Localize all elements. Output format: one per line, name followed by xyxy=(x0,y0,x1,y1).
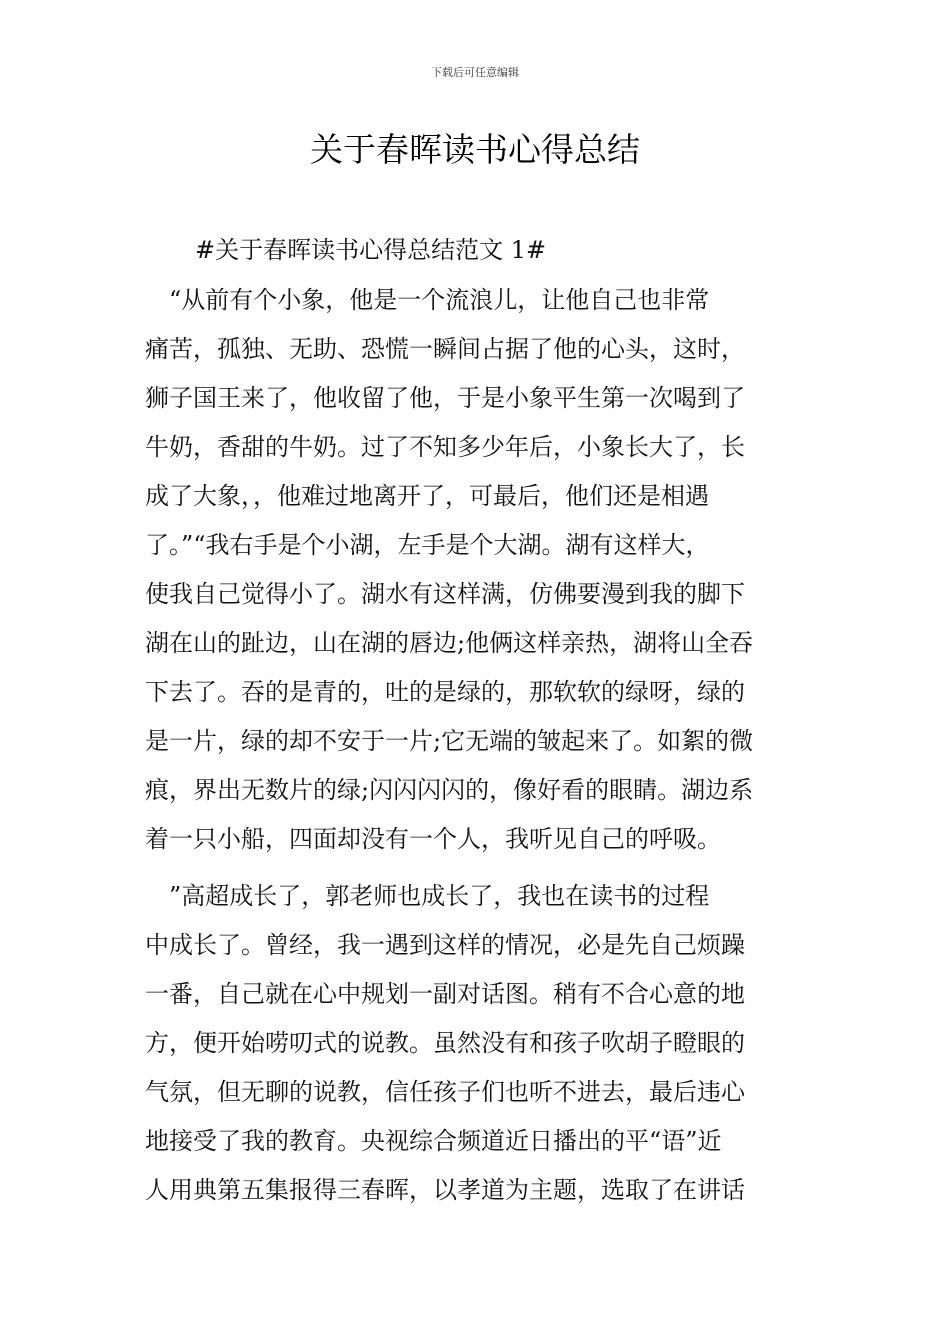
text-line: 湖在山的趾边，山在湖的唇边;他俩这样亲热，湖将山全吞 xyxy=(145,629,754,657)
text-line: 中成长了。曾经，我一遇到这样的情况，必是先自己烦躁 xyxy=(145,931,745,959)
text-line: 痕，界出无数片的绿;闪闪闪闪的，像好看的眼睛。湖边系 xyxy=(145,776,754,804)
text-line: 人用典第五集报得三春晖，以孝道为主题，选取了在讲话 xyxy=(145,1176,745,1204)
text-line: 着一只小船，四面却没有一个人，我听见自己的呼吸。 xyxy=(145,825,721,853)
text-line: 方，便开始唠叨式的说教。虽然没有和孩子吹胡子瞪眼的 xyxy=(145,1029,745,1057)
text-line: 气氛，但无聊的说教，信任孩子们也听不进去，最后违心 xyxy=(145,1078,745,1106)
text-line: 牛奶，香甜的牛奶。过了不知多少年后，小象长大了，长 xyxy=(145,433,745,461)
paragraph-2 xyxy=(145,872,807,1215)
text-line: 地接受了我的教育。央视综合频道近日播出的平“语”近 xyxy=(145,1127,722,1155)
document-title: 关于春晖读书心得总结 xyxy=(310,130,640,169)
text-line: 了。”“我右手是个小湖，左手是个大湖。湖有这样大， xyxy=(145,531,710,559)
text-line: “从前有个小象，他是一个流浪儿，让他自己也非常 xyxy=(145,286,710,314)
text-line: 狮子国王来了，他收留了他，于是小象平生第一次喝到了 xyxy=(145,384,745,412)
text-line: 痛苦，孤独、无助、恐慌一瞬间占据了他的心头，这时， xyxy=(145,335,745,363)
text-line: 一番，自己就在心中规划一副对话图。稍有不合心意的地 xyxy=(145,980,745,1008)
text-line: 下去了。吞的是青的，吐的是绿的，那软软的绿呀，绿的 xyxy=(145,678,745,706)
header-note: 下载后可任意编辑 xyxy=(431,66,519,79)
paragraph-1 xyxy=(145,276,807,864)
section-heading: #关于春晖读书心得总结范文 1# xyxy=(195,236,547,264)
text-line: 是一片，绿的却不安于一片;它无端的皱起来了。如絮的微 xyxy=(145,727,754,755)
text-line: 使我自己觉得小了。湖水有这样满，仿佛要漫到我的脚下 xyxy=(145,580,745,608)
text-line: 成了大象，，他难过地离开了，可最后，他们还是相遇 xyxy=(145,482,709,510)
text-line: ”高超成长了，郭老师也成长了，我也在读书的过程 xyxy=(145,882,710,910)
